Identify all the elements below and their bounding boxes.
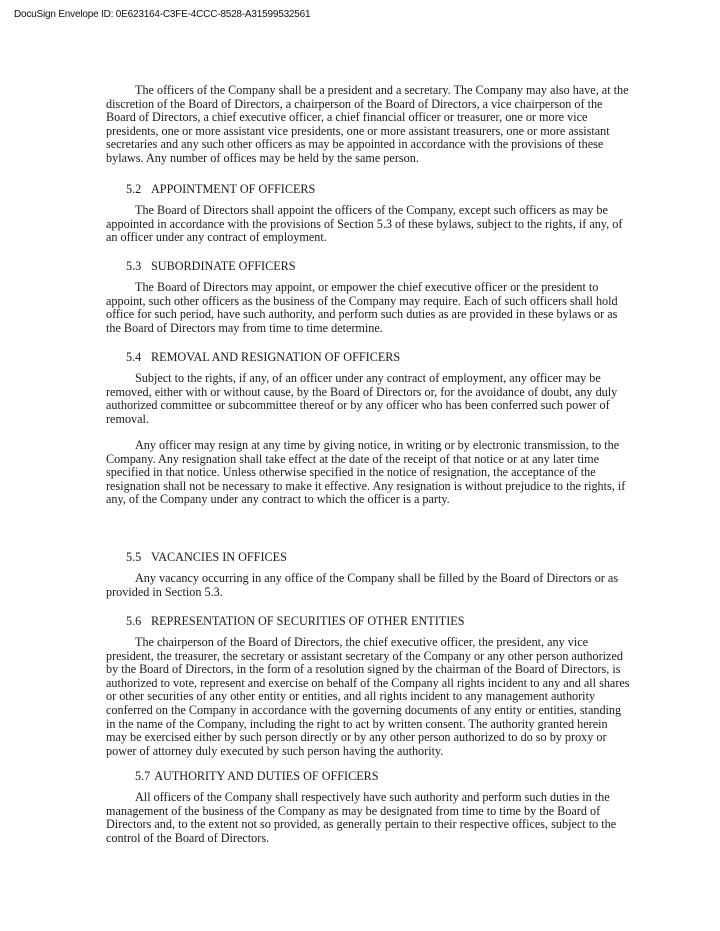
text-line: The Board of Directors may appoint, or empower the chief executive officer or the president to	[135, 280, 599, 294]
text-line: control of the Board of Directors.	[106, 830, 270, 845]
section-title: REMOVAL AND RESIGNATION OF OFFICERS	[151, 350, 401, 364]
text-line: in the name of the Company, including the right to act by written consent. The authority granted herein	[106, 716, 608, 731]
paragraph	[106, 204, 622, 245]
section-number: 5.7	[135, 769, 151, 783]
text-line: specified in that notice. Unless otherwise specified in the notice of resignation, the acceptance of the	[106, 465, 596, 480]
text-line: the Board of Directors may from time to time determine.	[106, 320, 383, 335]
text-line: any, of the Company under any contract to which the officer is a party.	[106, 492, 450, 507]
text-line: provided in Section 5.3.	[106, 584, 223, 599]
text-line: Directors and, to the extent not so provided, as generally pertain to their respective offices, subject to the	[106, 817, 617, 832]
paragraph	[106, 572, 618, 599]
text-line: an officer under any contract of employment.	[106, 230, 327, 245]
text-line: management of the business of the Company as may be designated from time to time by the Board of	[106, 803, 601, 818]
text-line: or other securities of any other entity or entities, and all rights incident to any management authority	[106, 689, 596, 704]
docusign-envelope-id: DocuSign Envelope ID: 0E623164-C3FE-4CCC-8528-A31599532561	[14, 9, 311, 20]
text-line: Any officer may resign at any time by giving notice, in writing or by electronic transmission, to the	[135, 438, 620, 452]
section-title: REPRESENTATION OF SECURITIES OF OTHER ENTITIES	[151, 614, 465, 628]
text-line: president, the treasurer, the secretary or assistant secretary of the Company or any other person authorized	[106, 648, 623, 663]
text-line: authorized to vote, represent and exercise on behalf of the Company all rights incident to any and all shares	[106, 675, 630, 690]
text-line: The chairperson of the Board of Directors, the chief executive officer, the president, any vice	[135, 635, 589, 649]
section-heading	[135, 769, 379, 783]
text-line: presidents, one or more assistant vice presidents, one or more assistant treasurers, one or more assistant	[106, 123, 610, 138]
paragraph	[106, 372, 617, 426]
text-line: The officers of the Company shall be a president and a secretary. The Company may also have, at the	[135, 83, 629, 97]
section-number: 5.6	[126, 614, 142, 628]
text-line: resignation shall not be necessary to make it effective. Any resignation is without prejudice to the rights, if	[106, 478, 626, 493]
section-heading	[126, 350, 400, 364]
paragraph	[106, 84, 629, 166]
text-line: authorized committee or subcommittee thereof or by any officer who has been conferred such power of	[106, 398, 610, 413]
paragraph	[106, 281, 618, 335]
text-line: Company. Any resignation shall take effect at the date of the receipt of that notice or at any later time	[106, 451, 600, 466]
text-line: All officers of the Company shall respectively have such authority and perform such duties in the	[135, 790, 610, 804]
text-line: appointed in accordance with the provisions of Section 5.3 of these bylaws, subject to the rights, if any, of	[106, 216, 623, 231]
text-line: office for such period, have such authority, and perform such duties as are provided in these bylaws or as	[106, 307, 618, 322]
section-title: APPOINTMENT OF OFFICERS	[151, 182, 316, 196]
text-line: secretaries and any such other officers as may be appointed in accordance with the provisions of these	[106, 137, 604, 152]
section-number: 5.2	[126, 182, 142, 196]
section-heading	[126, 182, 315, 196]
section-title: SUBORDINATE OFFICERS	[151, 259, 296, 273]
section-number: 5.4	[126, 350, 142, 364]
text-line: discretion of the Board of Directors, a chairperson of the Board of Directors, a vice chairperson of the	[106, 96, 603, 111]
section-number: 5.5	[126, 550, 142, 564]
text-line: Any vacancy occurring in any office of the Company shall be filled by the Board of Directors or as	[135, 571, 619, 585]
section-number: 5.3	[126, 259, 142, 273]
text-line: removal.	[106, 411, 149, 426]
text-line: may be exercised either by such person directly or by any other person authorized to do so by proxy or	[106, 730, 607, 745]
text-line: conferred on the Company in accordance with the governing documents of any entity or entities, standing	[106, 702, 622, 717]
text-line: appoint, such other officers as the business of the Company may require. Each of such officers shall hold	[106, 293, 618, 308]
section-heading	[126, 259, 296, 273]
paragraph	[106, 439, 625, 507]
text-line: removed, either with or without cause, by the Board of Directors or, for the avoidance of doubt, any duly	[106, 384, 618, 399]
text-line: Subject to the rights, if any, of an officer under any contract of employment, any officer may be	[135, 371, 601, 385]
section-title: AUTHORITY AND DUTIES OF OFFICERS	[154, 769, 379, 783]
section-title: VACANCIES IN OFFICES	[151, 550, 287, 564]
text-line: Board of Directors, a chief executive officer, a chief financial officer or treasurer, one or more vice	[106, 110, 588, 125]
section-heading	[126, 550, 287, 564]
paragraph	[106, 636, 630, 758]
section-heading	[126, 614, 465, 628]
paragraph	[106, 791, 616, 845]
text-line: power of attorney duly executed by such person having the authority.	[106, 743, 444, 758]
text-line: The Board of Directors shall appoint the officers of the Company, except such officers as may be	[135, 203, 608, 217]
text-line: by the Board of Directors, in the form of a resolution signed by the chairman of the Board of Directors, is	[106, 662, 621, 677]
text-line: bylaws. Any number of offices may be held by the same person.	[106, 150, 419, 165]
